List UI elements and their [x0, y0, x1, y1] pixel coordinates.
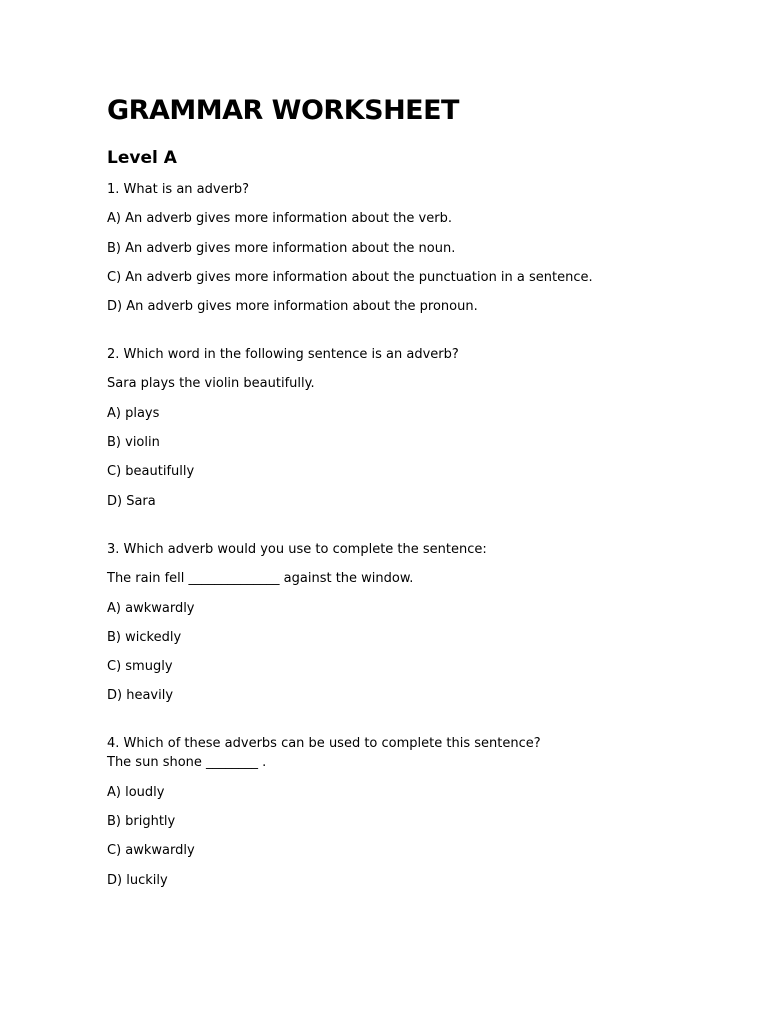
q3-option-c: C) smugly [107, 659, 173, 674]
q1-option-d: D) An adverb gives more information about the pronoun. [107, 299, 478, 314]
q4-option-a: A) loudly [107, 785, 165, 800]
q2-option-a: A) plays [107, 406, 160, 421]
q3-sentence: The rain fell ______________ against the window. [107, 571, 414, 586]
q4-option-b: B) brightly [107, 814, 176, 829]
q1-option-c: C) An adverb gives more information about the punctuation in a sentence. [107, 270, 593, 285]
worksheet-title: GRAMMAR WORKSHEET [107, 95, 459, 126]
q3-option-d: D) heavily [107, 688, 174, 703]
q3-option-b: B) wickedly [107, 630, 182, 645]
question-1: 1. What is an adverb? [107, 182, 250, 197]
q2-option-b: B) violin [107, 435, 160, 450]
q2-option-c: C) beautifully [107, 464, 195, 479]
q2-option-d: D) Sara [107, 494, 156, 509]
q4-sentence: The sun shone ________ . [107, 755, 267, 770]
q4-option-d: D) luckily [107, 873, 168, 888]
q1-option-a: A) An adverb gives more information about the verb. [107, 211, 452, 226]
question-4: 4. Which of these adverbs can be used to complete this sentence? [107, 736, 541, 751]
q2-sentence: Sara plays the violin beautifully. [107, 376, 315, 391]
level-heading: Level A [107, 148, 177, 168]
question-2: 2. Which word in the following sentence is an adverb? [107, 347, 459, 362]
q1-option-b: B) An adverb gives more information about the noun. [107, 241, 456, 256]
question-3: 3. Which adverb would you use to complete the sentence: [107, 542, 487, 557]
q3-option-a: A) awkwardly [107, 601, 195, 616]
q4-option-c: C) awkwardly [107, 843, 195, 858]
